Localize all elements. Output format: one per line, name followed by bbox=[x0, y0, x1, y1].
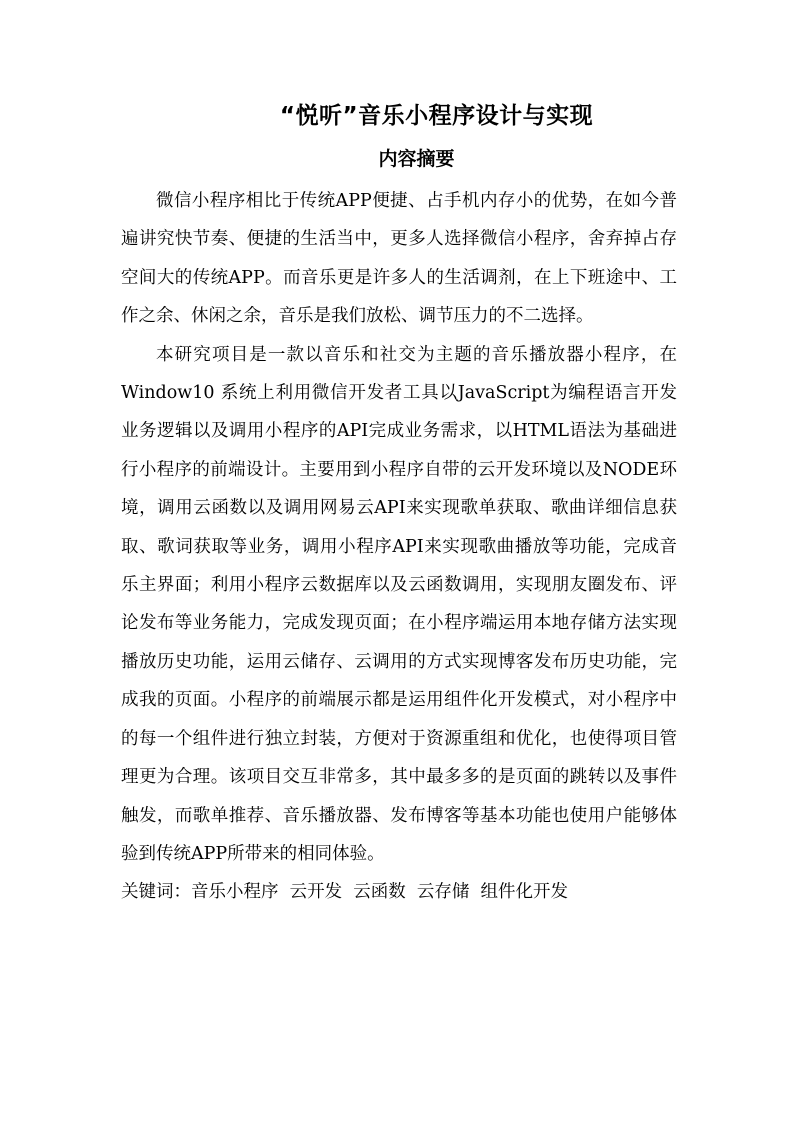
abstract-paragraph-1: 微信小程序相比于传统APP便捷、占手机内存小的优势，在如今普遍讲究快节奏、便捷的生活当中，更多人选择微信小程序，舍弃掉占存空间大的传统APP。而音乐更是许多人的生活调剂，在上下班途中、工作之余、休闲之余，音乐是我们放松、调节压力的不二选择。 bbox=[121, 191, 677, 327]
abstract-body bbox=[121, 182, 677, 912]
keywords-line bbox=[121, 873, 677, 911]
keywords-list: 音乐小程序 云开发 云函数 云存储 组件化开发 bbox=[191, 882, 569, 903]
keywords-label: 关键词： bbox=[121, 882, 191, 903]
abstract-paragraph-2: 本研究项目是一款以音乐和社交为主题的音乐播放器小程序，在Window10 系统上利用微信开发者工具以JavaScript为编程语言开发业务逻辑以及调用小程序的API完成业务需求，以HTML语法为基础进行小程序的前端设计。主要用到小程序自带的云开发环境以及NODE环境，调用云函数以及调用网易云API来实现歌单获取、歌曲详细信息获取、歌词获取等业务，调用小程序API来实现歌曲播放等功能，完成音乐主界面；利用小程序云数据库以及云函数调用，实现朋友圈发布、评论发布等业务能力，完成发现页面；在小程序端运用本地存储方法实现播放历史功能，运用云储存、云调用的方式实现博客发布历史功能，完成我的页面。小程序的前端展示都是运用组件化开发模式，对小程序中的每一个组件进行独立封装，方便对于资源重组和优化，也使得项目管理更为合理。该项目交互非常多，其中最多多的是页面的跳转以及事件触发，而歌单推荐、音乐播放器、发布博客等基本功能也使用户能够体验到传统APP所带来的相同体验。 bbox=[121, 344, 677, 864]
document-title: “悦听”音乐小程序设计与实现 bbox=[279, 103, 594, 129]
abstract-heading: 内容摘要 bbox=[378, 148, 455, 170]
